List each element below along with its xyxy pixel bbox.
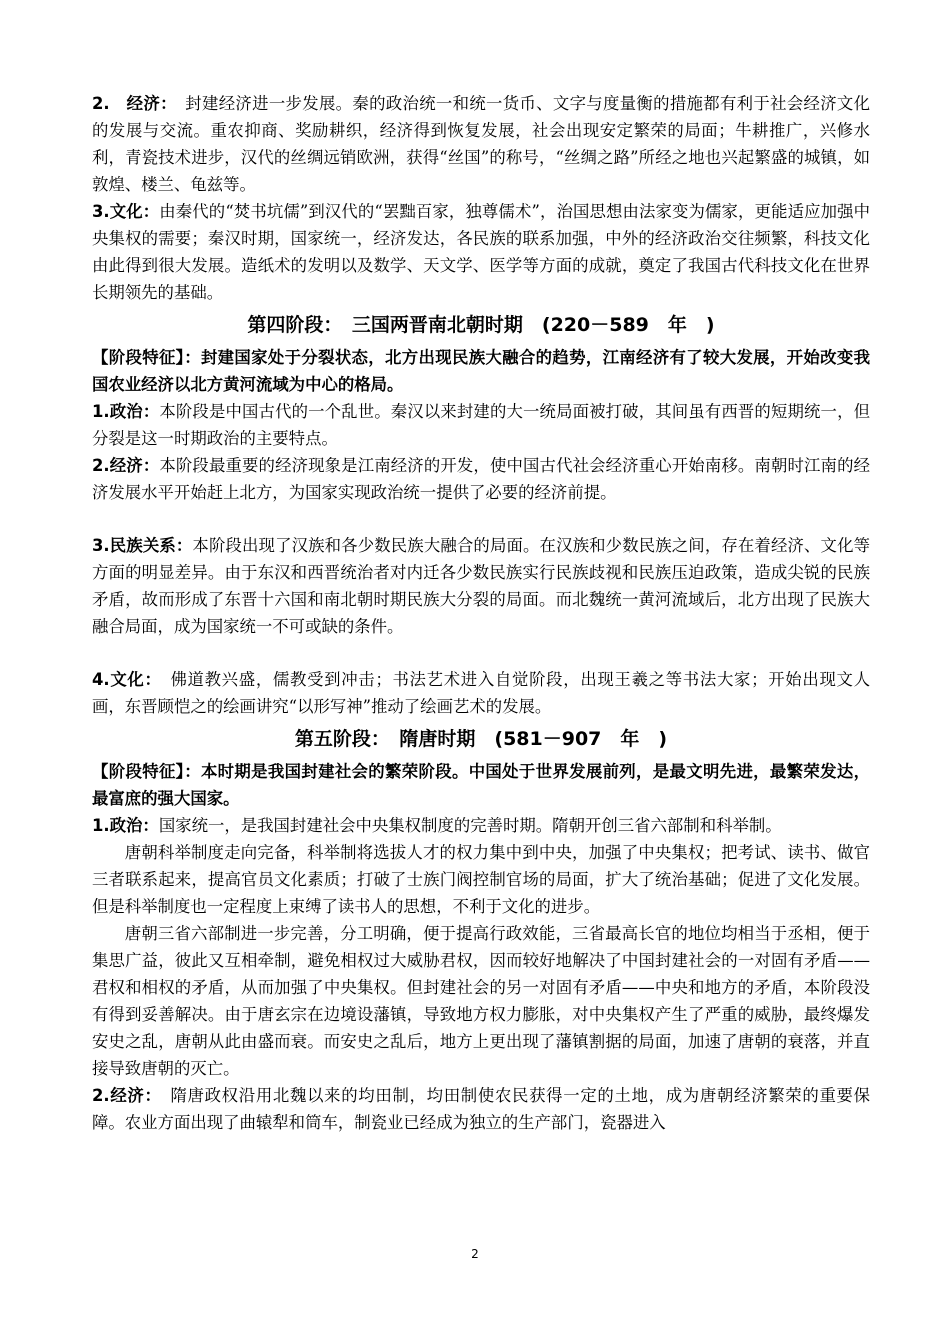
- paragraph-label: 4.文化：: [92, 670, 154, 689]
- section-heading-stage-5: 第五阶段： 隋唐时期 (581－907 年 ): [294, 728, 668, 750]
- paragraph-text: 本阶段是中国古代的一个乱世。秦汉以来封建的大一统局面被打破，其间虽有西晋的短期统一，但分裂是这一时期政治的主要特点。: [92, 402, 870, 448]
- paragraph-three-departments: 唐朝三省六部制进一步完善，分工明确，便于提高行政效能，三省最高长官的地位均相当于丞相，便于集思广益，彼此又互相牵制，避免相权过大威胁君权，因而较好地解决了中国封建社会的一对固有矛盾——君权和相权的矛盾，从而加强了中央集权。但封建社会的另一对固有矛盾——中央和地方的矛盾，本阶段没有得到妥善解决。由于唐玄宗在边境设藩镇，导致地方权力膨胀，对中央集权产生了严重的威胁，最终爆发安史之乱，唐朝从此由盛而衰。而安史之乱后，地方上更出现了藩镇割据的局面，加速了唐朝的衰落，并直接导致唐朝的灭亡。: [92, 924, 870, 1078]
- spacer: [92, 640, 870, 666]
- paragraph-politics-stage-4: [92, 398, 870, 452]
- paragraph-economy-stage-4: [92, 452, 870, 506]
- paragraph-label: 1.政治：: [92, 816, 159, 835]
- paragraph-economy-qin-han: [92, 90, 870, 198]
- paragraph-label: 3.文化：: [92, 202, 160, 221]
- spacer: [92, 506, 870, 532]
- paragraph-label: 2.经济：: [92, 456, 160, 475]
- paragraph-economy-stage-5: [92, 1082, 870, 1136]
- section-heading-stage-4: 第四阶段： 三国两晋南北朝时期 (220－589 年 ): [247, 314, 715, 336]
- paragraph-ethnic-relations: [92, 532, 870, 640]
- paragraph-text: 本阶段最重要的经济现象是江南经济的开发，使中国古代社会经济重心开始南移。南朝时江南的经济发展水平开始赶上北方，为国家实现政治统一提供了必要的经济前提。: [92, 456, 870, 502]
- stage-4-features: 【阶段特征】：封建国家处于分裂状态，北方出现民族大融合的趋势，江南经济有了较大发展，开始改变我国农业经济以北方黄河流域为中心的格局。: [92, 348, 870, 394]
- document-page: [92, 90, 870, 1136]
- page-number: 2: [471, 1247, 479, 1261]
- paragraph-text: 本阶段出现了汉族和各少数民族大融合的局面。在汉族和少数民族之间，存在着经济、文化等方面的明显差异。由于东汉和西晋统治者对内迁各少数民族实行民族歧视和民族压迫政策，造成尖锐的民族矛盾，故而形成了东晋十六国和南北朝时期民族大分裂的局面。而北魏统一黄河流域后，北方出现了民族大融合局面，成为国家统一不可或缺的条件。: [92, 536, 870, 636]
- paragraph-label: 2.经济：: [92, 1086, 154, 1105]
- paragraph-imperial-exam: 唐朝科举制度走向完备，科举制将选拔人才的权力集中到中央，加强了中央集权；把考试、读书、做官三者联系起来，提高官员文化素质；打破了士族门阀控制官场的局面，扩大了统治基础；促进了文化发展。但是科举制度也一定程度上束缚了读书人的思想，不利于文化的进步。: [92, 843, 870, 916]
- paragraph-text: 隋唐政权沿用北魏以来的均田制，均田制使农民获得一定的土地，成为唐朝经济繁荣的重要保障。农业方面出现了曲辕犁和筒车，制瓷业已经成为独立的生产部门，瓷器进入: [92, 1086, 870, 1132]
- paragraph-politics-stage-5: [92, 812, 870, 839]
- paragraph-text: 佛道教兴盛，儒教受到冲击；书法艺术进入自觉阶段，出现王羲之等书法大家；开始出现文人画，东晋顾恺之的绘画讲究“以形写神”推动了绘画艺术的发展。: [92, 670, 870, 716]
- paragraph-culture-stage-4: [92, 666, 870, 720]
- paragraph-text: 由秦代的“焚书坑儒”到汉代的“罢黜百家，独尊儒术”，治国思想由法家变为儒家，更能适应加强中央集权的需要；秦汉时期，国家统一，经济发达，各民族的联系加强，中外的经济政治交往频繁，科技文化由此得到很大发展。造纸术的发明以及数学、天文学、医学等方面的成就，奠定了我国古代科技文化在世界长期领先的基础。: [92, 202, 870, 302]
- paragraph-text: 封建经济进一步发展。秦的政治统一和统一货币、文字与度量衡的措施都有利于社会经济文化的发展与交流。重农抑商、奖励耕织，经济得到恢复发展，社会出现安定繁荣的局面；牛耕推广，兴修水利，青瓷技术进步，汉代的丝绸远销欧洲，获得“丝国”的称号，“丝绸之路”所经之地也兴起繁盛的城镇，如敦煌、楼兰、龟兹等。: [92, 94, 871, 194]
- paragraph-label: 1.政治：: [92, 402, 160, 421]
- paragraph-culture-qin-han: [92, 198, 870, 306]
- paragraph-label: 3.民族关系：: [92, 536, 193, 555]
- paragraph-text: 国家统一，是我国封建社会中央集权制度的完善时期。隋朝开创三省六部制和科举制。: [158, 816, 782, 835]
- stage-5-features: 【阶段特征】：本时期是我国封建社会的繁荣阶段。中国处于世界发展前列，是最文明先进，最繁荣发达，最富庶的强大国家。: [92, 762, 870, 808]
- paragraph-label: 2. 经济：: [92, 94, 169, 113]
